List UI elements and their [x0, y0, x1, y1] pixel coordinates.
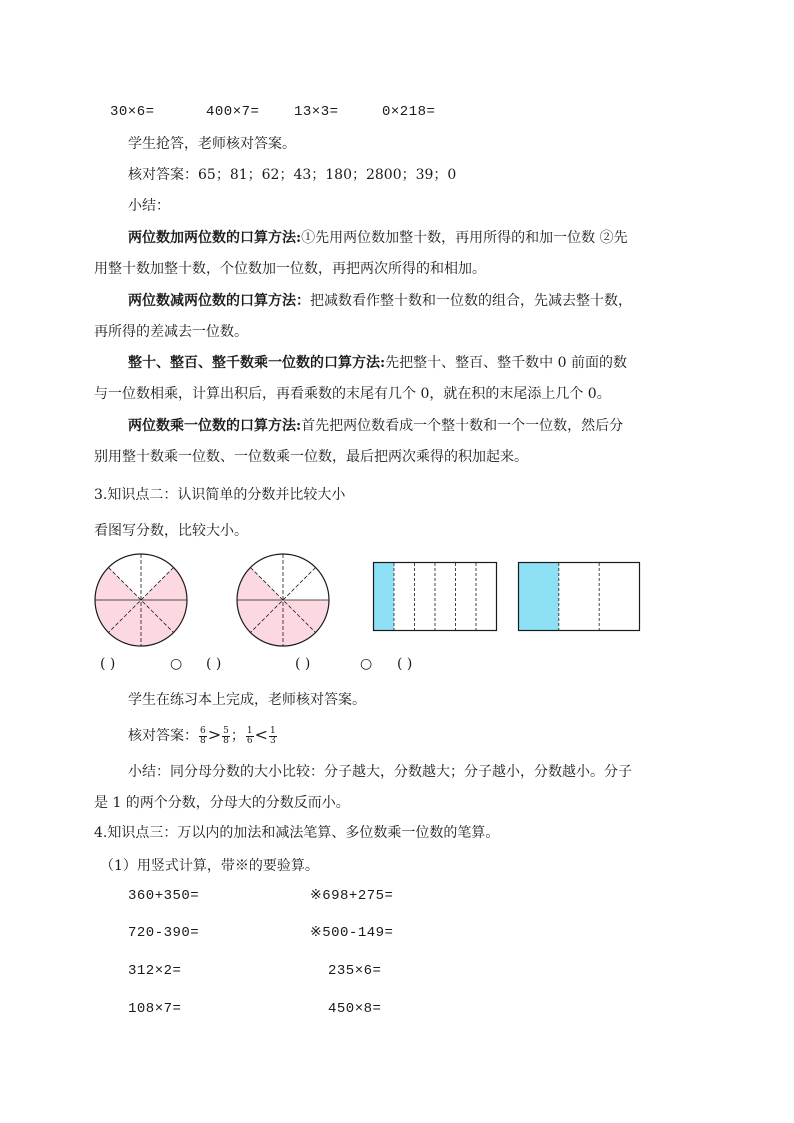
heading-point-2: 3.知识点二：认识简单的分数并比较大小 — [94, 487, 346, 503]
greater-than-sign: > — [207, 725, 222, 744]
rule-sub-line1 — [128, 291, 632, 311]
rule-add-line2: 用整十数加整十数，个位数加一位数，再把两次所得的和相加。 — [94, 261, 486, 277]
student-answer-note: 学生抢答，老师核对答案。 — [128, 136, 296, 152]
rule-sub-text: 把减数看作整十数和一位数的组合，先减去整十数， — [310, 293, 632, 309]
fraction-rect-2 — [518, 562, 640, 631]
blank-right-2[interactable]: ( ) — [397, 656, 413, 672]
fraction-circle-1 — [94, 553, 188, 647]
rule-mul-text: 首先把两位数看成一个整十数和一个一位数，然后分 — [301, 418, 624, 434]
oral-calc-1: 30×6= — [110, 104, 155, 120]
blank-left-1[interactable]: ( ) — [100, 656, 116, 672]
rule-add-text: ①先用两位数加整十数，再用所得的和加一位数 ②先 — [301, 230, 628, 246]
shaded-sector — [95, 567, 141, 600]
look-write-instruction: 看图写分数，比较大小。 — [94, 523, 248, 539]
shaded-sector — [237, 567, 283, 600]
heading-point-3: 4.知识点三：万以内的加法和减法笔算、多位数乘一位数的笔算。 — [94, 825, 500, 841]
fraction-6-8 — [199, 727, 207, 746]
summary-label: 小结： — [128, 198, 170, 214]
written-calc-3b: 235×6= — [328, 963, 382, 979]
fraction-denominator: 6 — [246, 735, 253, 746]
rule-mul-line1 — [128, 416, 623, 436]
fraction-5-8 — [222, 727, 230, 746]
rule-mul10-line1 — [128, 353, 627, 373]
blank-right-1[interactable]: ( ) — [206, 656, 222, 672]
written-calc-4b: 450×8= — [328, 1001, 382, 1017]
fraction-circle-2 — [236, 553, 330, 647]
rule-add-title: 两位数加两位数的口算方法: — [128, 230, 302, 246]
rule-mul10-title: 整十、整百、整千数乘一位数的口算方法: — [128, 355, 386, 371]
oral-calc-2: 400×7= — [206, 104, 260, 120]
written-calc-4a: 108×7= — [128, 1001, 182, 1017]
compare-circle-2[interactable]: ○ — [360, 656, 373, 672]
rule-mul10-text: 先把整十、整百、整千数中 0 前面的数 — [385, 355, 627, 371]
answer-check-1: 核对答案：65；81；62；43；180；2800；39；0 — [128, 167, 457, 183]
summary-2-line1: 小结：同分母分数的大小比较：分子越大，分数越大；分子越小，分数越小。分子 — [128, 764, 632, 780]
blank-left-2[interactable]: ( ) — [295, 656, 311, 672]
answer-check-2 — [128, 725, 278, 746]
rule-mul-line2: 别用整十数乘一位数、一位数乘一位数，最后把两次乘得的积加起来。 — [94, 449, 528, 465]
written-calc-1a: 360+350= — [128, 888, 200, 904]
written-calc-1b: ※698+275= — [310, 888, 394, 904]
fraction-numerator: 1 — [246, 725, 253, 736]
rule-mul-title: 两位数乘一位数的口算方法: — [128, 418, 302, 434]
shaded-sector — [141, 567, 187, 600]
fraction-denominator: 3 — [270, 735, 276, 746]
rule-sub-line2: 再所得的差减去一位数。 — [94, 324, 248, 340]
less-than-sign: < — [254, 725, 269, 744]
oral-calc-3: 13×3= — [294, 104, 339, 120]
rule-add-line1 — [128, 228, 628, 248]
separator: ； — [230, 728, 245, 744]
fraction-numerator: 5 — [223, 725, 229, 736]
oral-calc-4: 0×218= — [382, 104, 436, 120]
fraction-denominator: 8 — [223, 735, 229, 746]
fraction-numerator: 6 — [200, 725, 206, 736]
answer-check-2-label: 核对答案： — [128, 728, 198, 744]
summary-2-line2: 是 1 的两个分数，分母大的分数反而小。 — [94, 795, 350, 811]
written-calc-2a: 720-390= — [128, 925, 200, 941]
fraction-1-3 — [269, 727, 277, 746]
rule-mul10-line2: 与一位数相乘，计算出积后，再看乘数的末尾有几个 0，就在积的末尾添上几个 0。 — [94, 386, 611, 402]
fraction-numerator: 1 — [270, 725, 276, 736]
oral-calc-row — [110, 102, 435, 122]
fraction-rect-1 — [373, 562, 497, 631]
written-calc-3a: 312×2= — [128, 963, 182, 979]
fraction-1-6 — [246, 727, 254, 746]
fraction-denominator: 8 — [200, 735, 206, 746]
compare-circle-1[interactable]: ○ — [170, 656, 183, 672]
student-answer-note-2: 学生在练习本上完成，老师核对答案。 — [128, 692, 366, 708]
rule-sub-title: 两位数减两位数的口算方法： — [128, 293, 310, 309]
vertical-calc-instruction: （1）用竖式计算，带※的要验算。 — [100, 858, 319, 874]
written-calc-2b: ※500-149= — [310, 925, 394, 941]
